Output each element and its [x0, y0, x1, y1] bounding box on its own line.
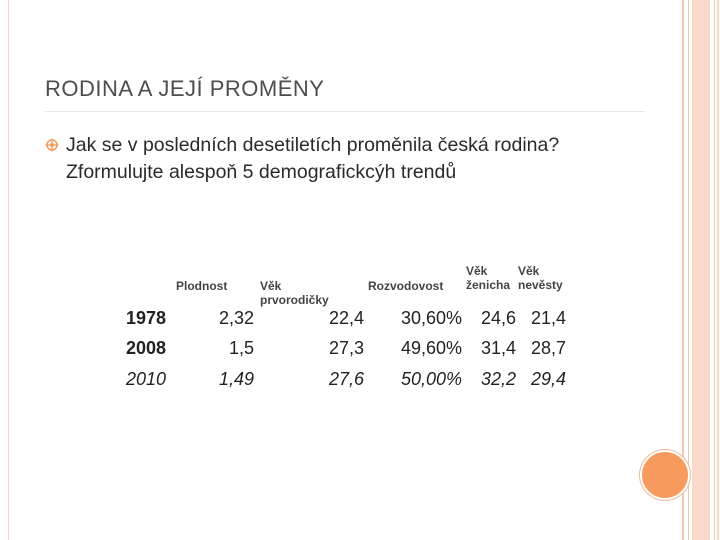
- cell-vek-nevesty: 21,4: [530, 308, 566, 328]
- row-year: 2008: [126, 338, 167, 358]
- bullet-text: Jak se v posledních desetiletích proměnila česká rodina? Zformulujte alespoň 5 demografickcýh trendů: [66, 134, 560, 183]
- cell-vek-nevesty: 29,4: [530, 369, 566, 389]
- header-plodnost: Plodnost: [176, 279, 228, 293]
- cell-vek-prvorodicky: 27,3: [328, 338, 364, 358]
- cell-vek-prvorodicky: 22,4: [328, 308, 364, 328]
- header-vek-zenicha: Věk ženicha: [466, 264, 511, 292]
- cell-rozvodovost: 50,00%: [400, 369, 462, 389]
- left-decorative-line: [8, 0, 9, 540]
- ornament-bullet-icon: [45, 138, 59, 157]
- cell-plodnost: 2,32: [218, 308, 254, 328]
- cell-rozvodovost: 30,60%: [400, 308, 462, 328]
- right-decorative-border: [680, 0, 720, 540]
- cell-vek-zenicha: 24,6: [480, 308, 516, 328]
- cell-plodnost: 1,49: [218, 369, 254, 389]
- decorative-circle: [640, 450, 690, 500]
- slide-title: RODINA A JEJÍ PROMĚNY: [45, 76, 325, 101]
- cell-vek-prvorodicky: 27,6: [328, 369, 364, 389]
- cell-vek-nevesty: 28,7: [530, 338, 566, 358]
- header-vek-nevesty: Věk nevěsty: [518, 264, 563, 292]
- cell-rozvodovost: 49,60%: [400, 338, 462, 358]
- title-divider: [45, 111, 645, 112]
- row-year: 1978: [126, 308, 167, 328]
- header-vek-prvorodicky: Věk prvorodičky: [260, 279, 329, 307]
- cell-vek-zenicha: 31,4: [480, 338, 516, 358]
- header-rozvodovost: Rozvodovost: [368, 279, 444, 293]
- row-year: 2010: [126, 369, 167, 389]
- cell-vek-zenicha: 32,2: [480, 369, 516, 389]
- cell-plodnost: 1,5: [228, 338, 254, 358]
